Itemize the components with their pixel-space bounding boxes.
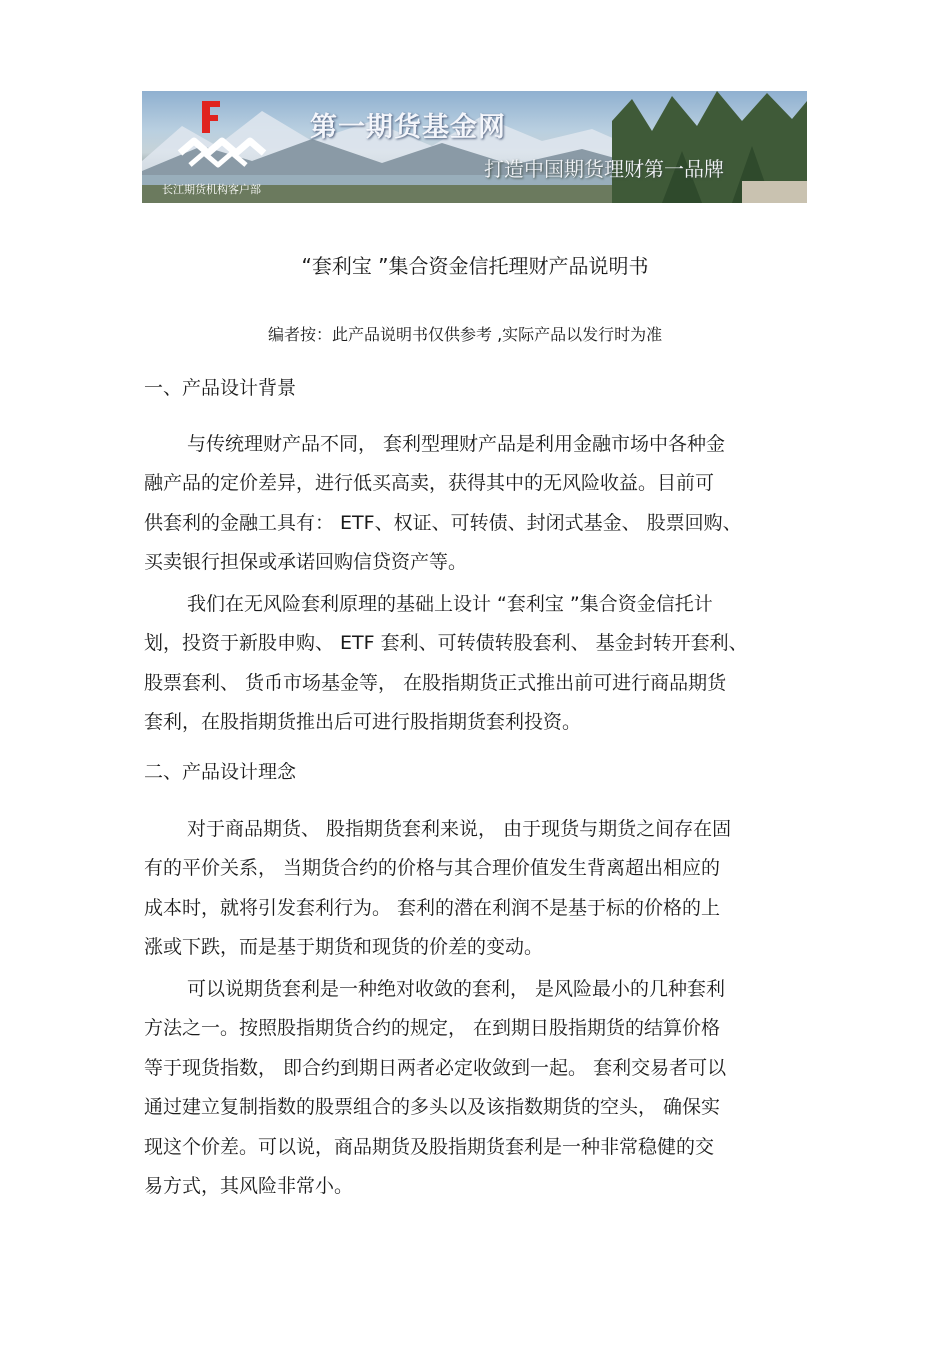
editor-note: 编者按：此产品说明书仅供参考 ,实际产品以发行时为准 [268,325,663,344]
paragraph-line: 通过建立复制指数的股票组合的多头以及该指数期货的空头， 确保实 [144,1096,721,1118]
paragraph-line: 有的平价关系， 当期货合约的价格与其合理价值发生背离超出相应的 [144,857,721,879]
paragraph-line: 供套利的金融工具有： ETF、权证、可转债、封闭式基金、 股票回购、 [144,512,742,534]
paragraph-line: 融产品的定价差异，进行低买高卖，获得其中的无风险收益。目前可 [144,472,715,494]
paragraph-line: 买卖银行担保或承诺回购信贷资产等。 [144,551,468,573]
paragraph-line: 可以说期货套利是一种绝对收敛的套利， 是风险最小的几种套利 [187,978,726,1000]
section-heading-concept: 二、产品设计理念 [144,761,297,783]
paragraph-line: 方法之一。按照股指期货合约的规定， 在到期日股指期货的结算价格 [144,1017,721,1039]
paragraph-line: 现这个价差。可以说，商品期货及股指期货套利是一种非常稳健的交 [144,1136,715,1158]
paragraph-line: 股票套利、 货币市场基金等， 在股指期货正式推出前可进行商品期货 [144,672,727,694]
paragraph-line: 对于商品期货、 股指期货套利来说， 由于现货与期货之间存在固 [187,818,732,840]
paragraph-line: 成本时，就将引发套利行为。 套利的潜在利润不是基于标的价格的上 [144,897,721,919]
paragraph-line: 易方式，其风险非常小。 [144,1175,354,1197]
logo-caption: 长江期货机构客户部 [162,183,261,196]
site-banner [142,91,807,203]
paragraph-line: 划，投资于新股申购、 ETF 套利、可转债转股套利、 基金封转开套利、 [144,632,748,654]
document-title: “套利宝 ”集合资金信托理财产品说明书 [301,254,649,278]
paragraph-line: 等于现货指数， 即合约到期日两者必定收敛到一起。 套利交易者可以 [144,1057,727,1079]
paragraph-line: 我们在无风险套利原理的基础上设计 “套利宝 ”集合资金信托计 [187,593,713,615]
paragraph-line: 套利，在股指期货推出后可进行股指期货套利投资。 [144,711,582,733]
site-name: 第一期货基金网 [310,112,506,143]
paragraph-line: 与传统理财产品不同， 套利型理财产品是利用金融市场中各种金 [187,433,726,455]
site-slogan: 打造中国期货理财第一品牌 [484,157,724,181]
paragraph-line: 涨或下跌，而是基于期货和现货的价差的变动。 [144,936,544,958]
section-heading-background: 一、产品设计背景 [144,377,297,399]
